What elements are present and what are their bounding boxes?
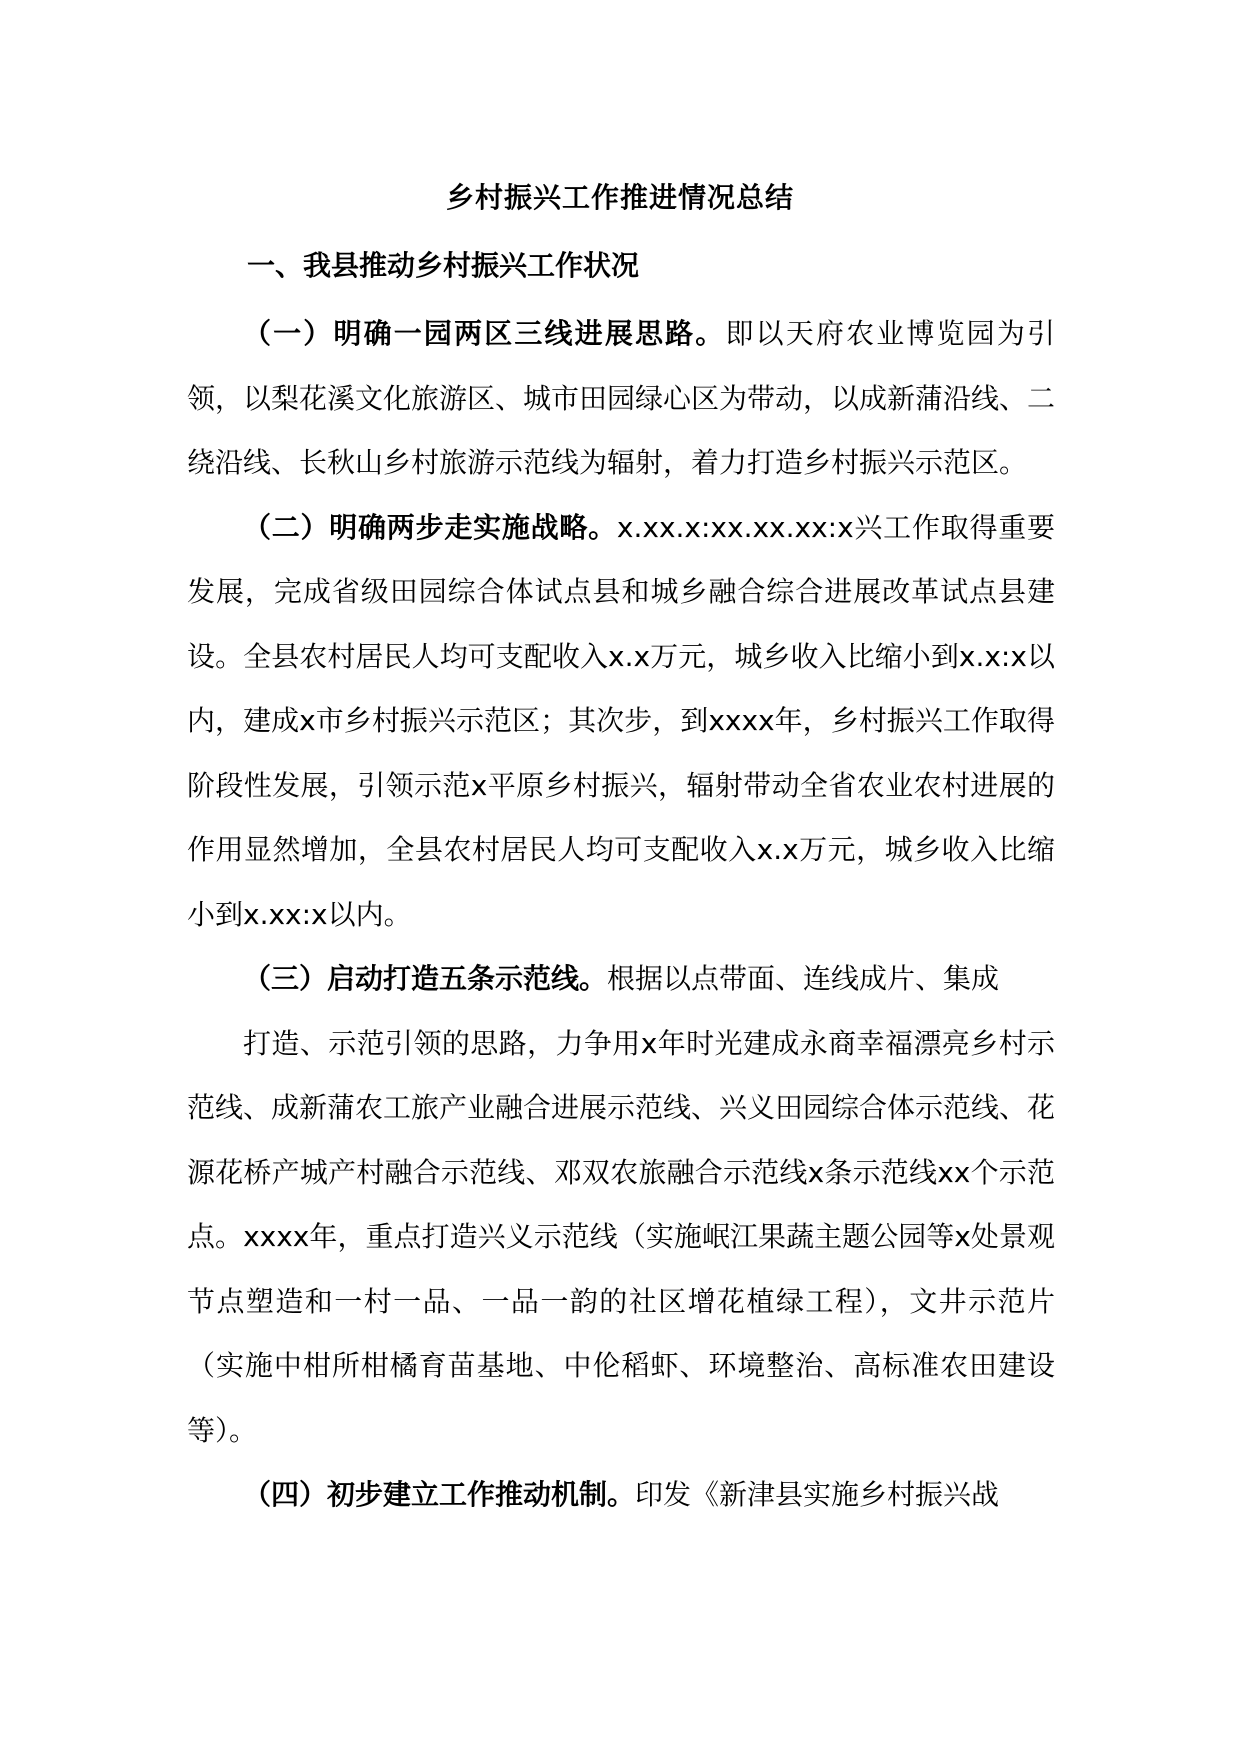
- paragraph-text: 根据以点带面、连线成片、集成: [607, 962, 1000, 995]
- section-heading: 一、我县推动乡村振兴工作状况: [247, 249, 640, 282]
- paragraph-4: [187, 1463, 1055, 1528]
- paragraph-text: 打造、示范引领的思路，力争用x年时光建成永商幸福漂亮乡村示范线、成新蒲农工旅产业融合进展示范线、兴义田园综合体示范线、花源花桥产城产村融合示范线、邓双农旅融合示范线x条示范线xx个示范点。xxxx年，重点打造兴义示范线（实施岷江果蔬主题公园等x处景观节点塑造和一村一品、一品一韵的社区增花植绿工程），文井示范片（实施中柑所柑橘育苗基地、中伦稻虾、环境整治、高标准农田建设等）。: [187, 1026, 1056, 1447]
- paragraph-lead: （三）启动打造五条示范线。: [243, 962, 608, 995]
- document-body: [187, 302, 1055, 1528]
- paragraph-lead: （二）明确两步走实施战略。: [243, 510, 617, 544]
- paragraph-3: [187, 947, 1055, 1012]
- paragraph-text: 印发《新津县实施乡村振兴战: [635, 1478, 1000, 1511]
- paragraph-1: [187, 302, 1055, 496]
- document-title: 乡村振兴工作推进情况总结: [445, 181, 794, 214]
- paragraph-text: 即以天府农业博览园为引领，以梨花溪文化旅游区、城市田园绿心区为带动，以成新蒲沿线、二绕沿线、长秋山乡村旅游示范线为辐射，着力打造乡村振兴示范区。: [187, 317, 1056, 479]
- paragraph-lead: （一）明确一园两区三线进展思路。: [243, 317, 726, 350]
- paragraph-2: [187, 496, 1055, 948]
- paragraph-lead: （四）初步建立工作推动机制。: [243, 1478, 636, 1511]
- paragraph-3-continuation: [187, 1012, 1055, 1464]
- paragraph-text: x.xx.x:xx.xx.xx:x兴工作取得重要发展，完成省级田园综合体试点县和城乡融合综合进展改革试点县建设。全县农村居民人均可支配收入x.x万元，城乡收入比缩小到x.x:x以内，建成x市乡村振兴示范区；其次步，到xxxx年，乡村振兴工作取得阶段性发展，引领示范x平原乡村振兴，辐射带动全省农业农村进展的作用显然增加，全县农村居民人均可支配收入x.x万元，城乡收入比缩小到x.xx:x以内。: [187, 510, 1055, 931]
